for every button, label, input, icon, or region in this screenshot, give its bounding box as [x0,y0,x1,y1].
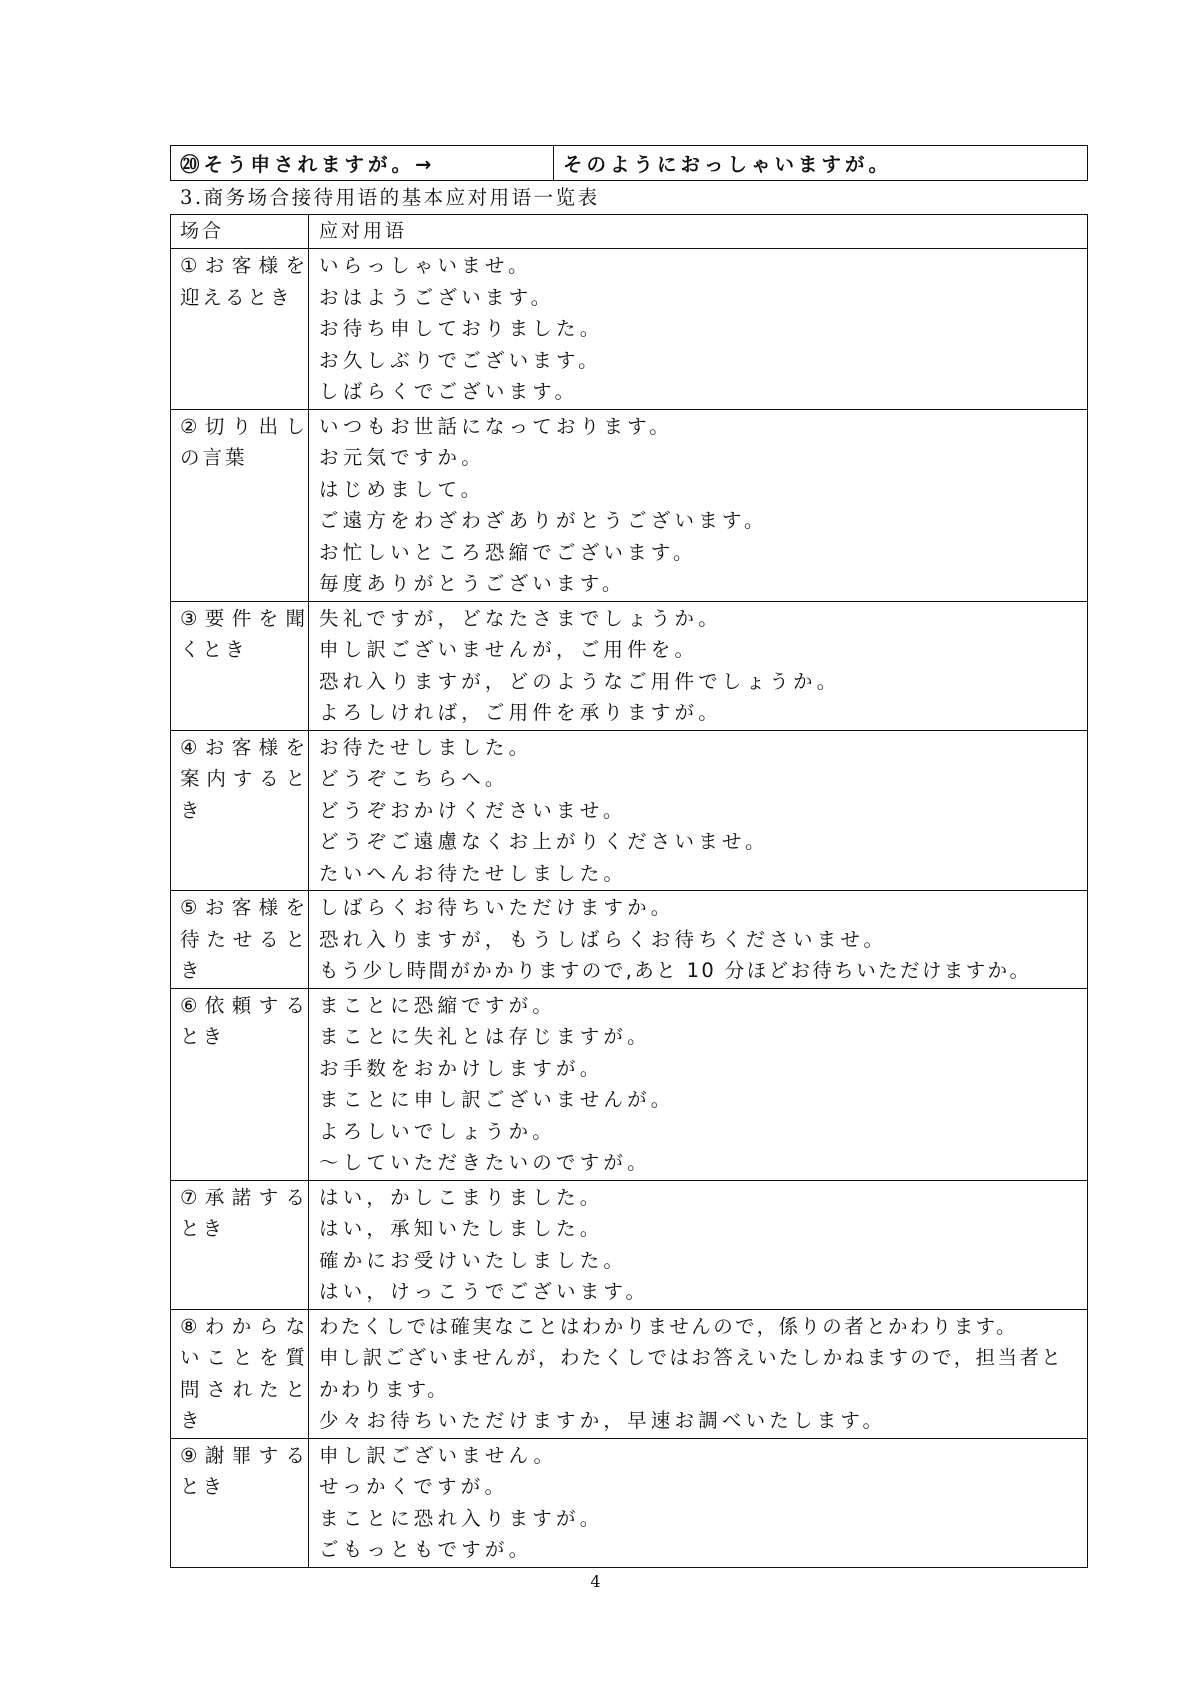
phrase: よろしいでしょうか。 [319,1119,557,1143]
response-phrases-table [170,214,1088,1568]
phrase: ごもっともですが。 [319,1538,533,1561]
row-category: ⑦承諾するとき [180,1185,308,1240]
phrase: 確かにお受けいたしました。 [319,1248,628,1272]
table-row [171,409,1088,601]
table-row [171,249,1088,410]
phrase: 失礼ですが，どなたさまでしょうか。 [319,606,722,630]
phrase: 少々お待ちいただけますか，早速お調べいたします。 [319,1409,887,1432]
phrase: まことに恐縮ですが。 [319,993,557,1017]
row-category: ①お客様を迎えるとき [180,254,308,309]
phrase-list [319,731,1083,891]
phrase: たいへんお待たせしました。 [319,861,628,885]
phrase: 申し訳ございませんが，ご用件を。 [319,638,699,661]
phrase: ご遠方をわざわざありがとうございます。 [319,509,768,532]
table-row [171,988,1088,1180]
phrase: しばらくでございます。 [319,380,579,403]
phrase: もう少し時間がかかりますので,あと 10 分ほどお待ちいただけますか。 [319,959,1032,982]
top-row-right: そのようにおっしゃいますが。 [554,146,1088,181]
phrase: どうぞこちらへ。 [319,767,509,790]
phrase: 恐れ入りますが，どのようなご用件でしょうか。 [319,669,841,693]
phrase: はじめまして。 [319,477,485,501]
row-category: ⑤お客様を待たせるとき [180,896,308,982]
page-number: 4 [590,1572,601,1591]
phrase-list [319,891,1083,988]
phrase: ～していただきたいのですが。 [319,1151,651,1174]
phrase-list [319,602,1083,730]
table-header-row [171,215,1088,249]
row-category: ④お客様を案内するとき [180,735,308,822]
phrase-list [319,989,1083,1180]
phrase: おはようございます。 [319,285,555,309]
row-category: ②切り出しの言葉 [180,414,308,469]
phrase: お久しぶりでございます。 [319,348,602,372]
phrase: 申し訳ございません。 [319,1443,558,1467]
phrase: わたくしでは確実なことはわかりませんので，係りの者とかわります。 [319,1314,1018,1338]
phrase: しばらくお待ちいただけますか。 [319,896,675,919]
top-row-left: ⑳そう申されますが。→ [171,146,554,181]
table-row [171,1438,1088,1567]
table-row [171,730,1088,891]
top-continuation-table [170,145,1088,181]
phrase: よろしければ，ご用件を承りますが。 [319,701,722,724]
phrase: はい，かしこまりました。 [319,1185,604,1209]
phrase-list [319,1181,1083,1309]
table-row [171,1180,1088,1309]
phrase: せっかくですが。 [319,1475,509,1498]
phrase-list [319,410,1083,601]
phrase: お元気ですか。 [319,446,485,469]
phrase: お忙しいところ恐縮でございます。 [319,540,697,564]
phrase-list [319,1439,1083,1567]
row-category: ③要件を聞くとき [180,606,308,661]
table-row [171,1309,1088,1438]
phrase: どうぞおかけくださいませ。 [319,798,627,822]
row-category: ⑥依頼するとき [180,993,308,1048]
row-category: ⑨謝罪するとき [180,1443,308,1498]
phrase: お待ち申しておりました。 [319,317,604,340]
phrase: まことに失礼とは存じますが。 [319,1025,651,1048]
phrase: お待たせしました。 [319,735,533,759]
phrase: いらっしゃいませ。 [319,254,532,277]
phrase: まことに恐れ入りますが。 [319,1506,604,1530]
phrase-list [319,1310,1083,1438]
phrase: どうぞご遠慮なくお上がりくださいませ。 [319,830,769,853]
phrase-list [319,249,1083,409]
phrase: はい，けっこうでございます。 [319,1280,650,1303]
phrase: 申し訳ございませんが，わたくしではお答えいたしかねますので，担当者とかわります。 [319,1346,1064,1401]
phrase: 恐れ入りますが，もうしばらくお待ちくださいませ。 [319,927,888,951]
table-row [171,891,1088,989]
row-category: ⑧わからないことを質問されたとき [180,1314,308,1432]
phrase: お手数をおかけしますが。 [319,1056,604,1080]
phrase: まことに申し訳ございませんが。 [319,1088,675,1111]
table-row [171,601,1088,730]
header-phrases: 应对用语 [319,220,408,242]
table-row [171,146,1088,181]
phrase: いつもお世話になっております。 [319,414,673,438]
phrase: はい，承知いたしました。 [319,1217,604,1240]
header-occasion: 场合 [180,220,225,242]
section-title: 3.商务场合接待用语的基本应对用语一览表 [180,186,600,209]
phrase: 毎度ありがとうございます。 [319,572,626,595]
